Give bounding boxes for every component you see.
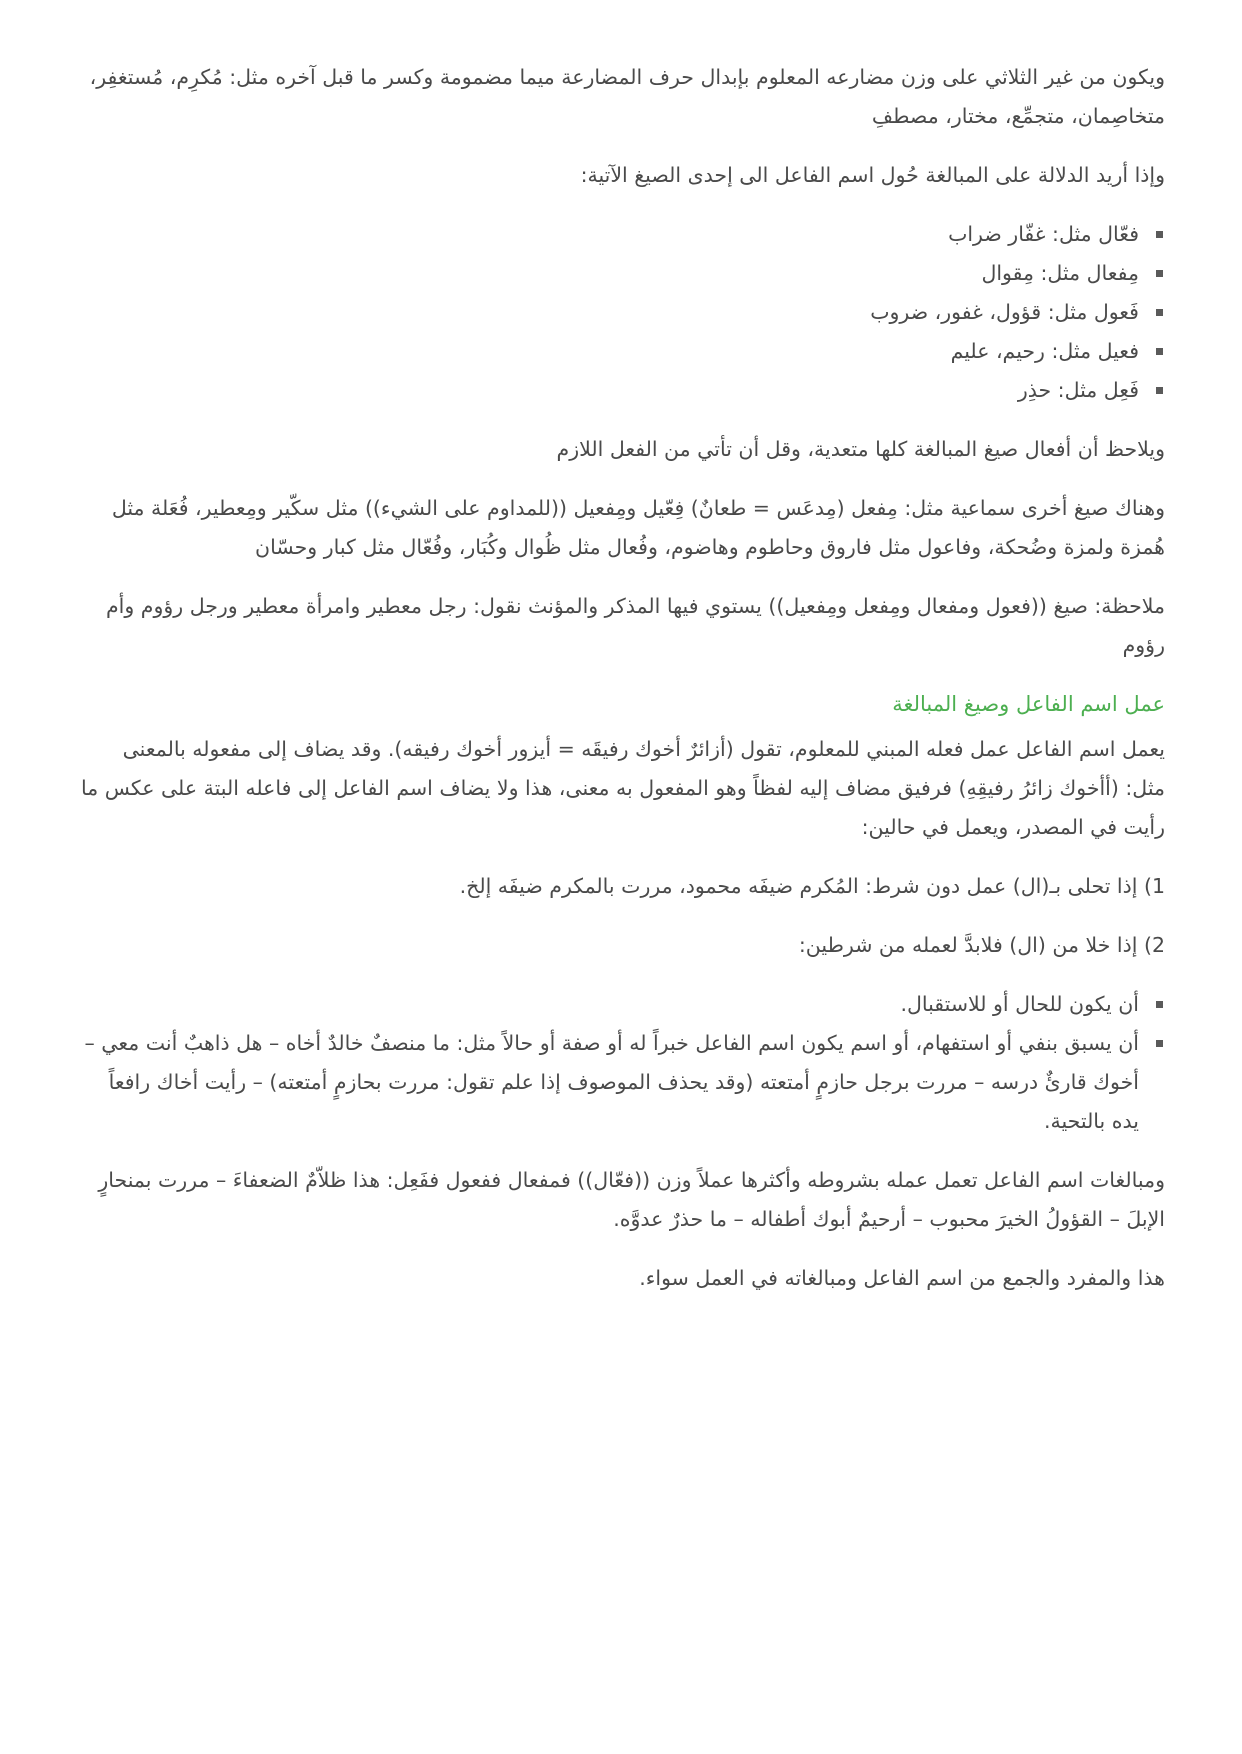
list-item	[78, 1024, 1139, 1141]
paragraph-transitive-note: ويلاحظ أن أفعال صيغ المبالغة كلها متعدية، وقل أن تأتي من الفعل اللازم	[556, 437, 1165, 461]
list-item	[78, 254, 1139, 293]
list-item-text: مِفعال مثل: مِقوال	[981, 261, 1139, 285]
paragraph-other-forms: وهناك صيغ أخرى سماعية مثل: مِفعل (مِدعَس = طعانٌ) فِعّيل ومِفعيل ((للمداوم على الشيء)) مثل سكّير ومِعطير، فُعَلة مثل هُمزة ولمزة وضُحكة، وفاعول مثل فاروق وحاطوم وهاضوم، وفُعال مثل ظُوال وكُبَار، وفُعّال مثل كبار وحسّان	[111, 496, 1165, 559]
square-bullet-icon	[1156, 231, 1163, 238]
conditions-list	[78, 985, 1165, 1141]
exaggeration-forms-list	[78, 215, 1165, 410]
paragraph-singular-plural: هذا والمفرد والجمع من اسم الفاعل ومبالغاته في العمل سواء.	[639, 1266, 1165, 1290]
paragraph-non-triliteral-form: ويكون من غير الثلاثي على وزن مضارعه المعلوم بإبدال حرف المضارعة ميما مضمومة وكسر ما قبل آخره مثل: مُكرِم، مُستغفِر، متخاصِمان، متجمِّع، مختار، مصطفِ	[89, 65, 1165, 128]
square-bullet-icon	[1156, 1001, 1163, 1008]
list-item-text: فعّال مثل: غفّار ضراب	[948, 222, 1139, 246]
square-bullet-icon	[1156, 270, 1163, 277]
list-item	[78, 332, 1139, 371]
list-item-text: فَعِل مثل: حذِر	[1017, 378, 1139, 402]
section-title: عمل اسم الفاعل وصيغ المبالغة	[892, 692, 1165, 716]
list-item-text: أن يكون للحال أو للاستقبال.	[900, 992, 1139, 1016]
paragraph-gender-note: ملاحظة: صيغ ((فعول ومفعال ومِفعل ومِفعيل)) يستوي فيها المذكر والمؤنث نقول: رجل معطير وامرأة معطير ورجل رؤوم وأم رؤوم	[105, 594, 1165, 657]
list-item-text: فَعول مثل: قؤول، غفور، ضروب	[870, 300, 1139, 324]
paragraph-case-one: 1) إذا تحلى بـ(ال) عمل دون شرط: المُكرم ضيفَه محمود، مررت بالمكرم ضيفَه إلخ.	[459, 874, 1165, 898]
square-bullet-icon	[1156, 309, 1163, 316]
paragraph-active-participle-function: يعمل اسم الفاعل عمل فعله المبني للمعلوم، تقول (أزائرٌ أخوك رفيقَه = أيزور أخوك رفيقه). وقد يضاف إلى مفعوله بالمعنى مثل: (أأخوك زائرُ رفيقِهِ) فرفيق مضاف إليه لفظاً وهو المفعول به معنى، هذا ولا يضاف اسم الفاعل إلى فاعله البتة على عكس ما رأيت في المصدر، ويعمل في حالين:	[81, 737, 1165, 839]
list-item	[78, 985, 1139, 1024]
square-bullet-icon	[1156, 387, 1163, 394]
list-item-text: فعيل مثل: رحيم، عليم	[950, 339, 1139, 363]
list-item	[78, 293, 1139, 332]
square-bullet-icon	[1156, 348, 1163, 355]
paragraph-case-two: 2) إذا خلا من (ال) فلابدَّ لعمله من شرطين:	[798, 933, 1165, 957]
square-bullet-icon	[1156, 1040, 1163, 1047]
paragraph-exaggeration-function: ومبالغات اسم الفاعل تعمل عمله بشروطه وأكثرها عملاً وزن ((فعّال)) فمفعال ففعول ففَعِل: هذا ظلاّمٌ الضعفاءَ – مررت بمنحارٍ الإبلَ – القؤولُ الخيرَ محبوب – أرحيمٌ أبوك أطفاله – ما حذرٌ عدوَّه.	[98, 1168, 1165, 1231]
paragraph-exaggeration-intro: وإذا أريد الدلالة على المبالغة حُول اسم الفاعل الى إحدى الصيغ الآتية:	[580, 163, 1165, 187]
list-item	[78, 215, 1139, 254]
list-item	[78, 371, 1139, 410]
list-item-text: أن يسبق بنفي أو استفهام، أو اسم يكون اسم الفاعل خبراً له أو صفة أو حالاً مثل: ما منصفٌ خالدٌ أخاه – هل ذاهبٌ أنت معي – أخوك قارئٌ درسه – مررت برجل حازمٍ أمتعته (وقد يحذف الموصوف إذا علم تقول: مررت بحازمٍ أمتعته) – رأيت أخاك رافعاً يده بالتحية.	[84, 1031, 1139, 1133]
